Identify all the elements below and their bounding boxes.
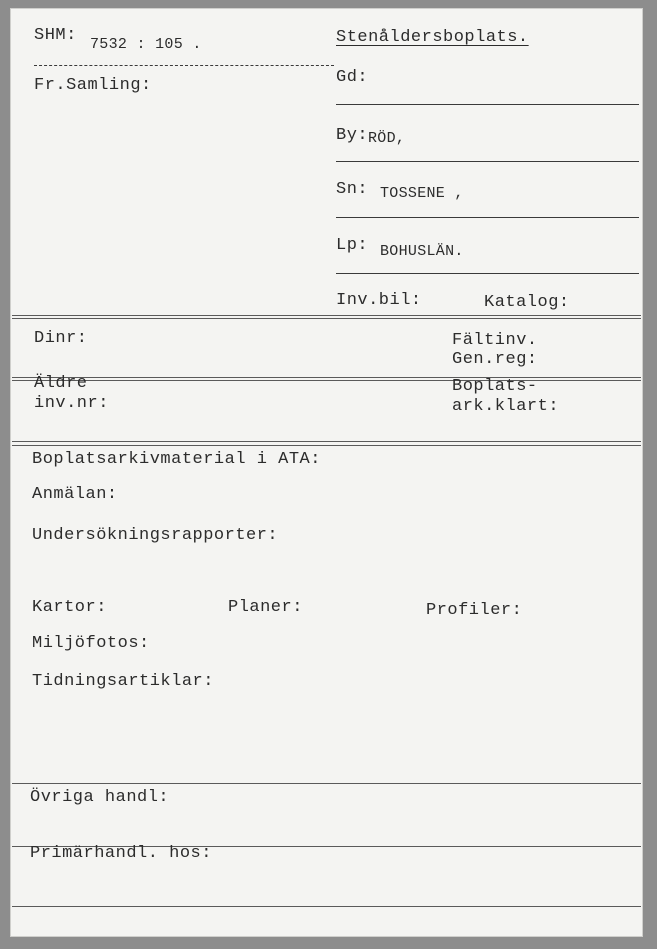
site-type-title: Stenåldersboplats. bbox=[336, 28, 529, 47]
planer-label: Planer: bbox=[228, 598, 303, 617]
undersokning-label: Undersökningsrapporter: bbox=[32, 526, 279, 545]
by-line bbox=[336, 161, 639, 162]
boplats-label: Boplats- bbox=[452, 377, 538, 396]
section-divider-3b bbox=[12, 445, 641, 446]
sn-line bbox=[336, 217, 639, 218]
section-divider-2a bbox=[12, 377, 641, 378]
section-divider-6 bbox=[12, 906, 641, 907]
sn-value: TOSSENE , bbox=[380, 185, 464, 202]
inv-bil-label: Inv.bil: bbox=[336, 291, 422, 310]
anmalan-label: Anmälan: bbox=[32, 485, 118, 504]
fr-samling-label: Fr.Samling: bbox=[34, 76, 152, 95]
shm-value: 7532 : 105 . bbox=[90, 36, 202, 53]
header-divider bbox=[34, 65, 334, 66]
katalog-label: Katalog: bbox=[484, 293, 570, 312]
dinr-label: Dinr: bbox=[34, 329, 88, 348]
kartor-label: Kartor: bbox=[32, 598, 107, 617]
shm-label: SHM: bbox=[34, 26, 77, 45]
ovriga-label: Övriga handl: bbox=[30, 788, 170, 807]
gd-label: Gd: bbox=[336, 68, 369, 87]
primar-label: Primärhandl. hos: bbox=[30, 844, 212, 863]
inv-nr-label: inv.nr: bbox=[34, 394, 109, 413]
lp-line bbox=[336, 273, 639, 274]
gd-line bbox=[336, 104, 639, 105]
sn-label: Sn: bbox=[336, 180, 369, 199]
ark-klart-label: ark.klart: bbox=[452, 397, 560, 416]
lp-label: Lp: bbox=[336, 236, 369, 255]
by-value: RÖD, bbox=[368, 130, 406, 147]
lp-value: BOHUSLÄN. bbox=[380, 243, 464, 260]
tidning-label: Tidningsartiklar: bbox=[32, 672, 214, 691]
section-divider-2b bbox=[12, 380, 641, 381]
section-divider-1a bbox=[12, 315, 641, 316]
archive-heading: Boplatsarkivmaterial i ATA: bbox=[32, 450, 321, 469]
by-label: By: bbox=[336, 126, 369, 145]
profiler-label: Profiler: bbox=[426, 601, 523, 620]
section-divider-3a bbox=[12, 441, 641, 442]
aldre-label: Äldre bbox=[34, 374, 88, 393]
miljofotos-label: Miljöfotos: bbox=[32, 634, 150, 653]
faltinv-label: Fältinv. bbox=[452, 331, 538, 350]
section-divider-4 bbox=[12, 783, 641, 784]
genreg-label: Gen.reg: bbox=[452, 350, 538, 369]
section-divider-1b bbox=[12, 318, 641, 319]
catalog-card bbox=[10, 8, 643, 937]
